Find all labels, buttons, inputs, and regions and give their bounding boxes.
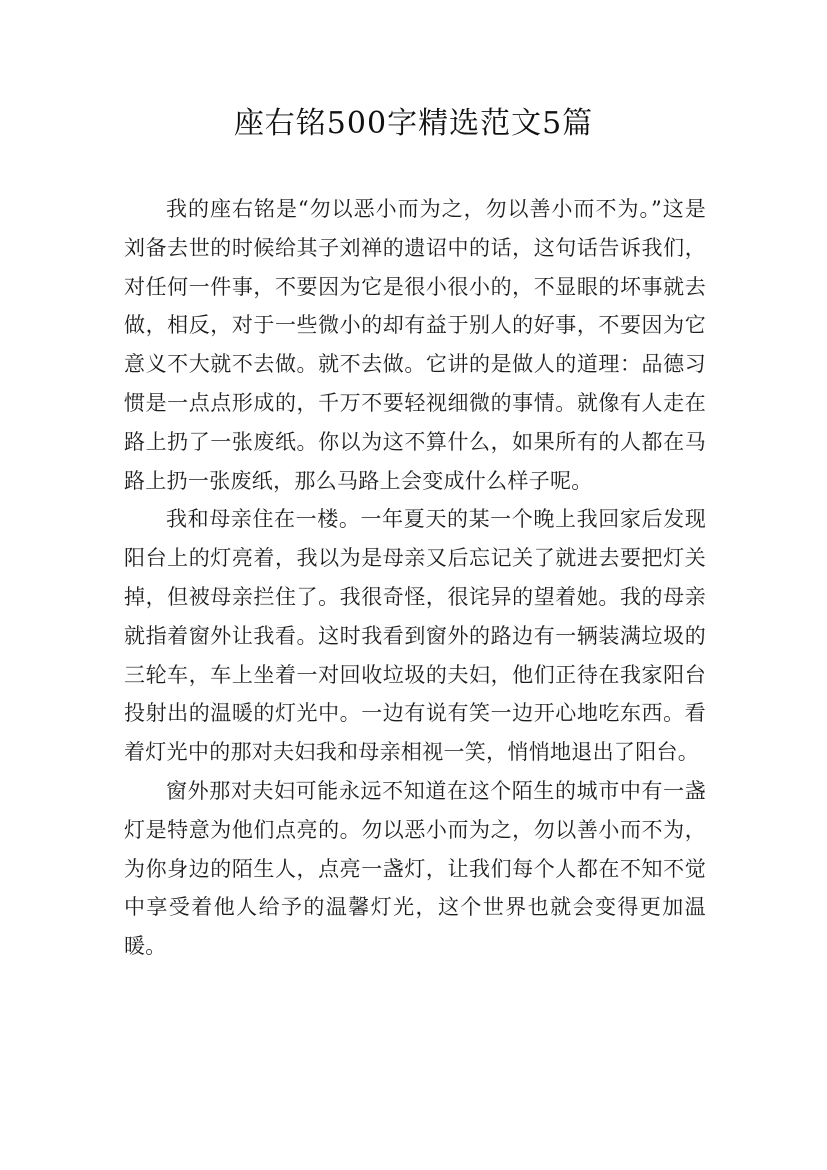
document-body [124,190,706,966]
paragraph: 我的座右铭是“勿以恶小而为之，勿以善小而不为。”这是刘备去世的时候给其子刘禅的遗诏中的话，这句话告诉我们，对任何一件事，不要因为它是很小很小的，不显眼的坏事就去做，相反，对于一些微小的却有益于别人的好事，不要因为它意义不大就不去做。就不去做。它讲的是做人的道理：品德习惯是一点点形成的，千万不要轻视细微的事情。就像有人走在路上扔了一张废纸。你以为这不算什么，如果所有的人都在马路上扔一张废纸，那么马路上会变成什么样子呢。 [124,197,706,493]
document-title: 座右铭500字精选范文5篇 [233,106,594,141]
paragraph: 窗外那对夫妇可能永远不知道在这个陌生的城市中有一盏灯是特意为他们点亮的。勿以恶小而为之，勿以善小而不为，为你身边的陌生人，点亮一盏灯，让我们每个人都在不知不觉中享受着他人给予的温馨灯光，这个世界也就会变得更加温暖。 [124,778,706,959]
paragraph: 我和母亲住在一楼。一年夏天的某一个晚上我回家后发现阳台上的灯亮着，我以为是母亲又后忘记关了就进去要把灯关掉，但被母亲拦住了。我很奇怪，很诧异的望着她。我的母亲就指着窗外让我看。这时我看到窗外的路边有一辆装满垃圾的三轮车，车上坐着一对回收垃圾的夫妇，他们正待在我家阳台投射出的温暖的灯光中。一边有说有笑一边开心地吃东西。看着灯光中的那对夫妇我和母亲相视一笑，悄悄地退出了阳台。 [124,507,706,765]
